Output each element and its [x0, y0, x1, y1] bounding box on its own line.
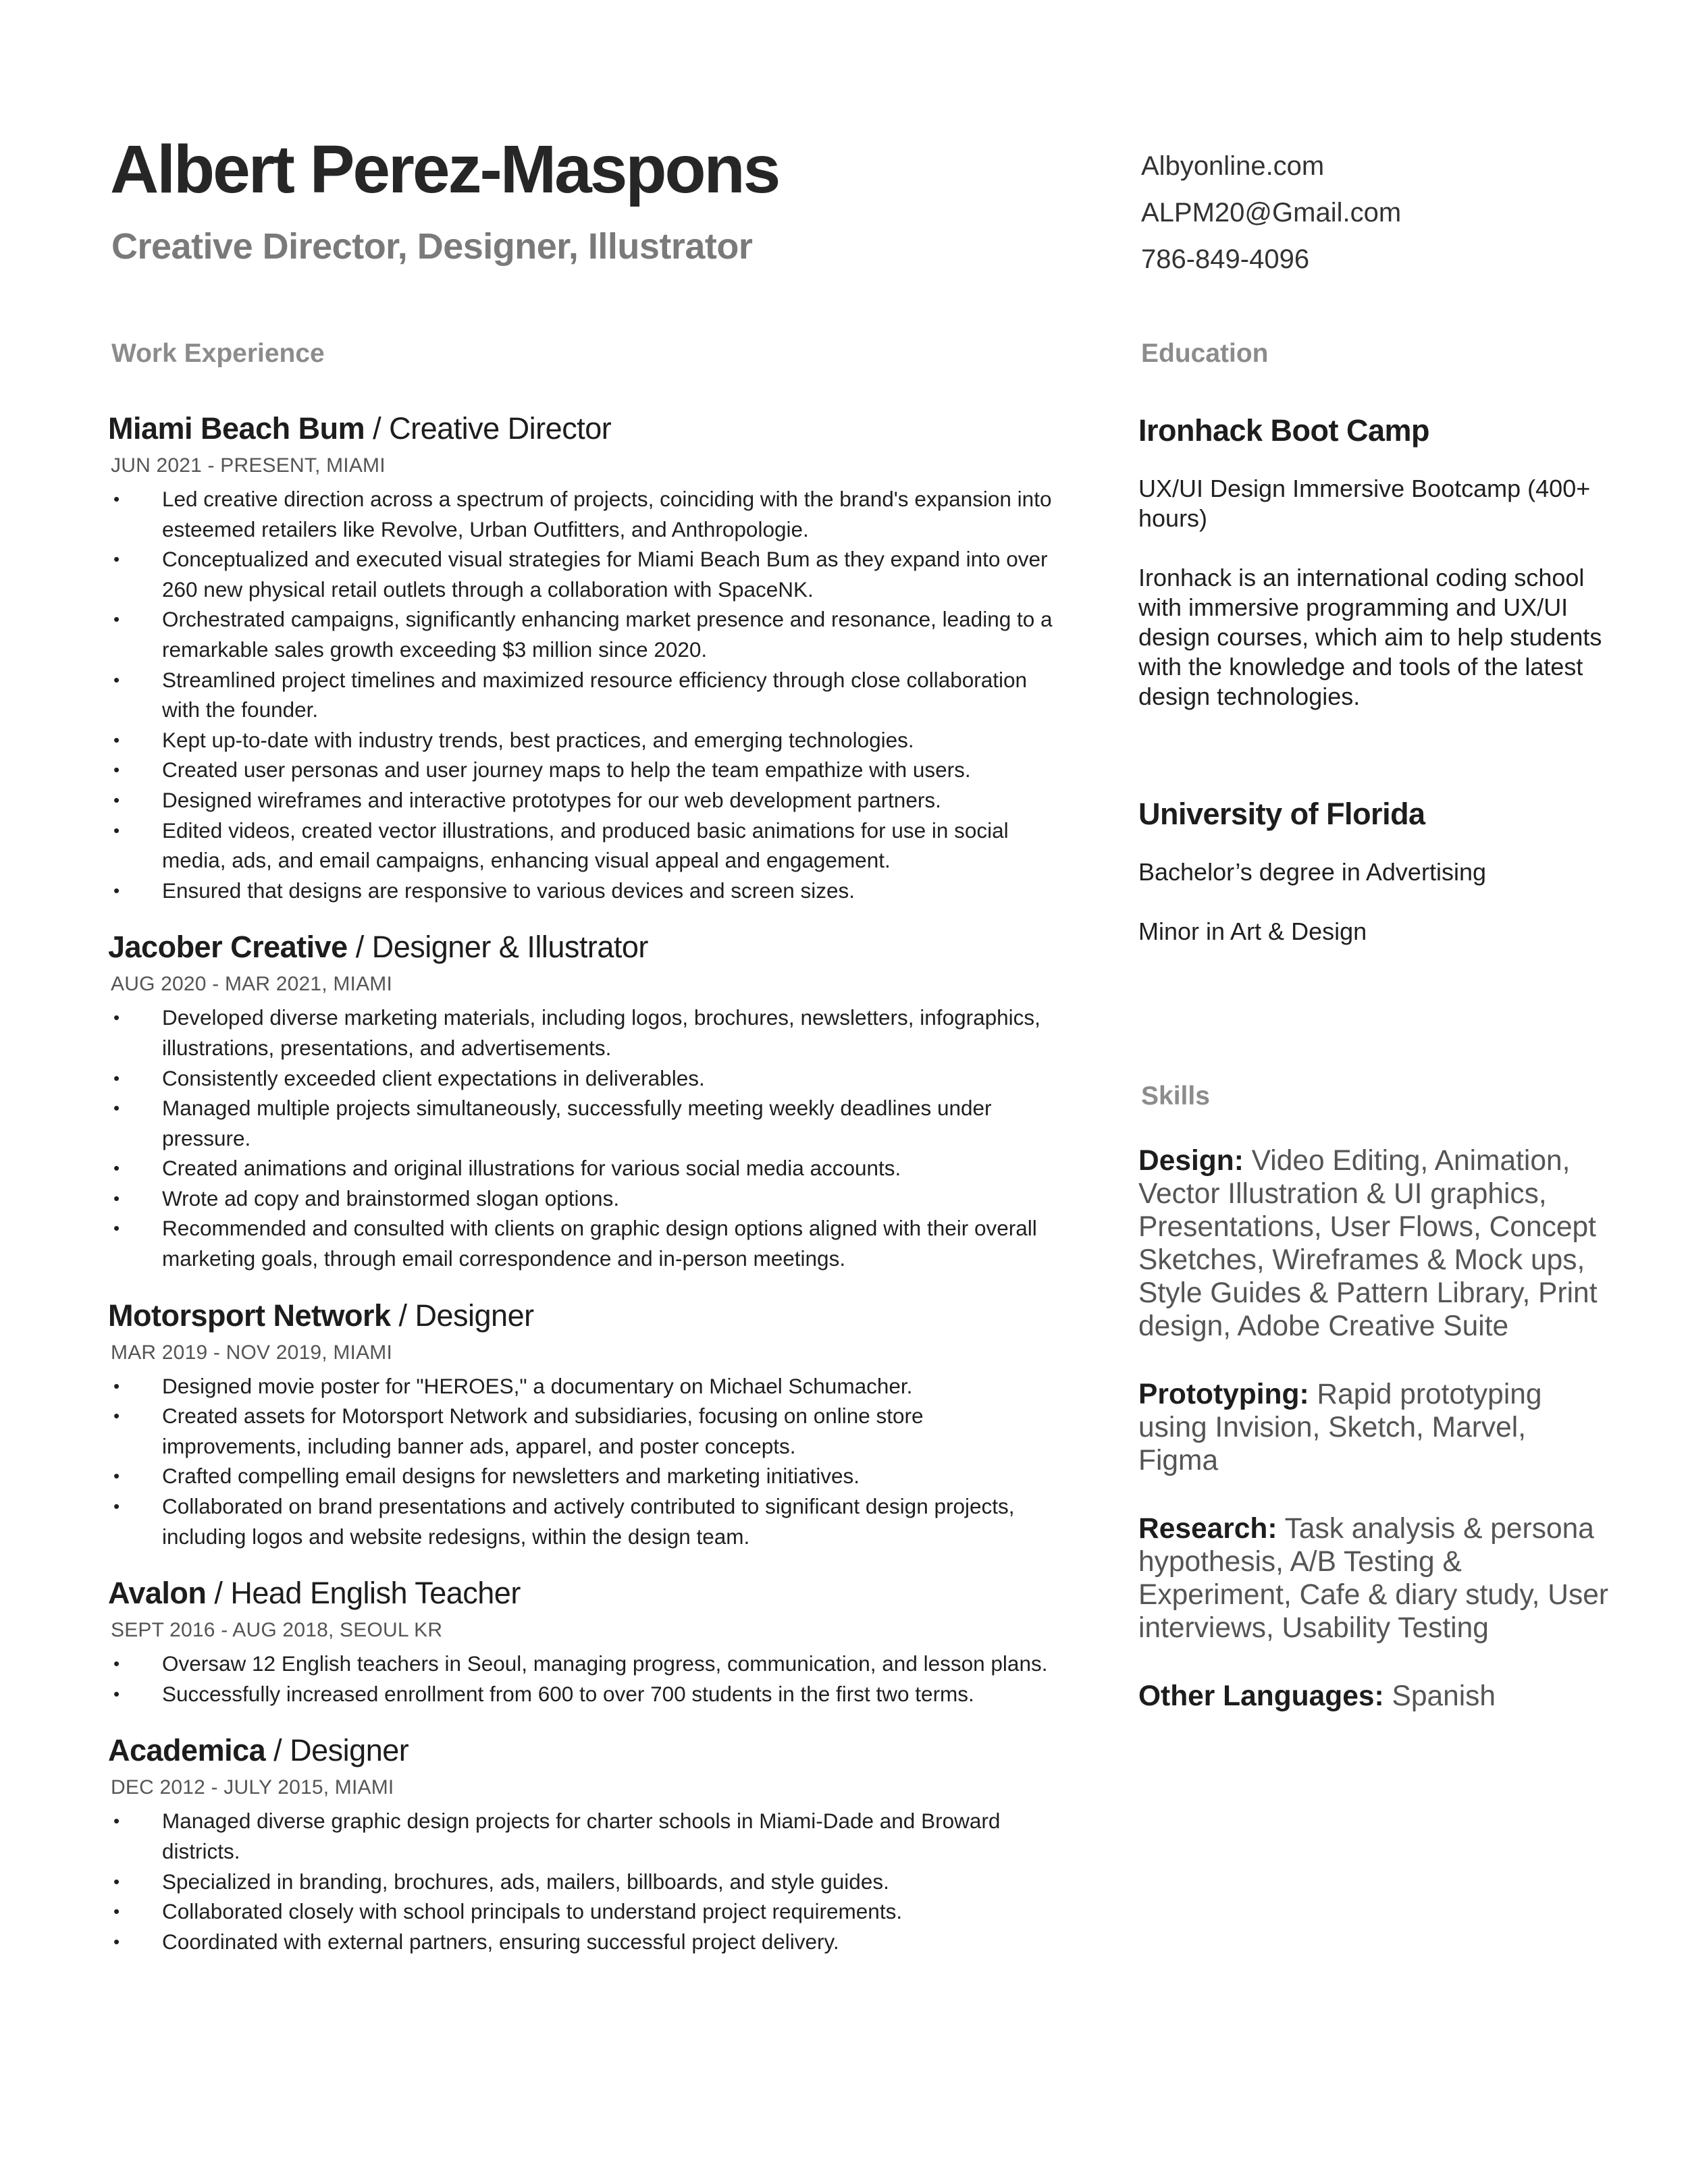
applicant-tagline: Creative Director, Designer, Illustrator: [111, 226, 753, 267]
education-ironhack: [1138, 413, 1611, 712]
job-dates-location: DEC 2012 - JULY 2015, MIAMI: [111, 1776, 394, 1799]
bullet-item: • Specialized in branding, brochures, ads, mailers, billboards, and style guides.: [113, 1869, 889, 1894]
skill-item: [1138, 1144, 1611, 1343]
job-bullets: [108, 1371, 1067, 1552]
skill-text: Spanish: [1383, 1680, 1496, 1712]
bullet-item: • Crafted compelling email designs for newsletters and marketing initiatives.: [113, 1464, 860, 1489]
bullet-item: • Developed diverse marketing materials, including logos, brochures, newsletters, infographics, illustrations, presentations, and advertisements.: [113, 1005, 1040, 1060]
skill-text: Video Editing, Animation, Vector Illustration & UI graphics, Presentations, User Flows, Concept Sketches, Wireframes & Mock ups, Style Guides & Pattern Library, Print design, Adobe Creative Suite: [1138, 1145, 1598, 1342]
education-detail: Bachelor’s degree in Advertising: [1138, 858, 1486, 886]
job-entry: [108, 927, 1067, 1273]
education-title: University of Florida: [1138, 797, 1425, 831]
section-label-skills: Skills: [1141, 1082, 1210, 1111]
job-company: Avalon: [108, 1576, 207, 1611]
education-uf: [1138, 797, 1611, 947]
bullet-item: • Consistently exceeded client expectations in deliverables.: [113, 1065, 705, 1090]
job-company: Miami Beach Bum: [108, 411, 365, 446]
education-detail: Ironhack is an international coding school with immersive programming and UX/UI design courses, which aim to help students with the knowledge and tools of the latest design technologies.: [1138, 564, 1602, 710]
bullet-item: • Collaborated on brand presentations and actively contributed to significant design projects, including logos and website redesigns, within the design team.: [113, 1494, 1015, 1549]
bullet-item: • Created animations and original illustrations for various social media accounts.: [113, 1156, 901, 1181]
bullet-item: • Ensured that designs are responsive to various devices and screen sizes.: [113, 878, 855, 903]
bullet-item: • Designed wireframes and interactive prototypes for our web development partners.: [113, 787, 941, 812]
job-title: [108, 1296, 1067, 1336]
skill-label: Research:: [1138, 1513, 1277, 1545]
bullet-item: • Created user personas and user journey maps to help the team empathize with users.: [113, 757, 971, 782]
job-entry: [108, 1573, 1067, 1709]
website-link[interactable]: Albyonline.com: [1141, 151, 1325, 181]
bullet-item: • Managed diverse graphic design projects for charter schools in Miami-Dade and Broward districts.: [113, 1809, 1001, 1863]
job-dates-location: JUN 2021 - PRESENT, MIAMI: [111, 454, 386, 477]
skills-list: [1138, 1144, 1611, 1713]
skill-label: Design:: [1138, 1145, 1244, 1177]
job-bullets: [108, 1003, 1067, 1273]
bullet-item: • Managed multiple projects simultaneously, successfully meeting weekly deadlines under pressure.: [113, 1096, 992, 1150]
work-experience-list: [108, 408, 1067, 1978]
skill-item: [1138, 1378, 1611, 1477]
job-entry: [108, 1730, 1067, 1956]
job-company: Academica: [108, 1733, 266, 1768]
job-title: [108, 408, 1067, 449]
bullet-item: • Collaborated closely with school principals to understand project requirements.: [113, 1899, 903, 1924]
skill-label: Prototyping:: [1138, 1379, 1309, 1410]
bullet-item: • Conceptualized and executed visual strategies for Miami Beach Bum as they expand into over 260 new physical retail outlets through a collaboration with SpaceNK.: [113, 547, 1048, 602]
job-company: Motorsport Network: [108, 1298, 391, 1333]
job-entry: [108, 1296, 1067, 1552]
skill-text: Rapid prototyping using Invision, Sketch, Marvel, Figma: [1138, 1379, 1542, 1476]
contact-block: [1141, 143, 1401, 283]
education-detail: UX/UI Design Immersive Bootcamp (400+ hours): [1138, 475, 1591, 532]
job-dates-location: MAR 2019 - NOV 2019, MIAMI: [111, 1341, 393, 1364]
bullet-item: • Successfully increased enrollment from 600 to over 700 students in the first two terms.: [113, 1681, 974, 1706]
section-label-education: Education: [1141, 339, 1269, 368]
skill-item: [1138, 1680, 1611, 1713]
applicant-name: Albert Perez-Maspons: [110, 132, 779, 207]
job-role: / Creative Director: [365, 411, 612, 446]
job-bullets: [108, 1806, 1067, 1956]
phone-number: 786-849-4096: [1141, 244, 1310, 274]
section-label-work: Work Experience: [111, 339, 325, 368]
bullet-item: • Kept up-to-date with industry trends, best practices, and emerging technologies.: [113, 727, 914, 752]
skill-item: [1138, 1512, 1611, 1645]
job-bullets: [108, 484, 1067, 905]
job-role: / Head English Teacher: [206, 1576, 521, 1611]
job-company: Jacober Creative: [108, 930, 348, 965]
email-link[interactable]: ALPM20@Gmail.com: [1141, 198, 1402, 228]
bullet-item: • Designed movie poster for "HEROES," a documentary on Michael Schumacher.: [113, 1373, 913, 1398]
bullet-item: • Streamlined project timelines and maximized resource efficiency through close collaboration with the founder.: [113, 667, 1028, 722]
education-detail: Minor in Art & Design: [1138, 917, 1367, 945]
skill-label: Other Languages:: [1138, 1680, 1384, 1712]
bullet-item: • Created assets for Motorsport Network and subsidiaries, focusing on online store improvements, including banner ads, apparel, and poster concepts.: [113, 1404, 924, 1458]
job-role: / Designer: [390, 1298, 534, 1333]
job-role: / Designer & Illustrator: [347, 930, 648, 965]
job-title: [108, 1730, 1067, 1771]
bullet-item: • Led creative direction across a spectrum of projects, coinciding with the brand's expansion into esteemed retailers like Revolve, Urban Outfitters, and Anthropologie.: [113, 487, 1052, 541]
education-title: Ironhack Boot Camp: [1138, 413, 1430, 448]
bullet-item: • Orchestrated campaigns, significantly enhancing market presence and resonance, leading to a remarkable sales growth exceeding $3 million since 2020.: [113, 607, 1053, 662]
bullet-item: • Edited videos, created vector illustrations, and produced basic animations for use in social media, ads, and email campaigns, enhancing visual appeal and engagement.: [113, 818, 1009, 873]
bullet-item: • Oversaw 12 English teachers in Seoul, managing progress, communication, and lesson plans.: [113, 1651, 1048, 1676]
job-dates-location: SEPT 2016 - AUG 2018, SEOUL KR: [111, 1619, 443, 1642]
skill-text: Task analysis & persona hypothesis, A/B Testing & Experiment, Cafe & diary study, User interviews, Usability Testing: [1138, 1513, 1608, 1644]
job-entry: [108, 408, 1067, 905]
job-title: [108, 927, 1067, 967]
job-bullets: [108, 1649, 1067, 1709]
job-dates-location: AUG 2020 - MAR 2021, MIAMI: [111, 973, 393, 996]
job-role: / Designer: [265, 1733, 409, 1768]
bullet-item: • Recommended and consulted with clients on graphic design options aligned with their overall marketing goals, through email correspondence and in-person meetings.: [113, 1216, 1037, 1271]
job-title: [108, 1573, 1067, 1614]
bullet-item: • Wrote ad copy and brainstormed slogan options.: [113, 1186, 620, 1210]
bullet-item: • Coordinated with external partners, ensuring successful project delivery.: [113, 1929, 839, 1954]
